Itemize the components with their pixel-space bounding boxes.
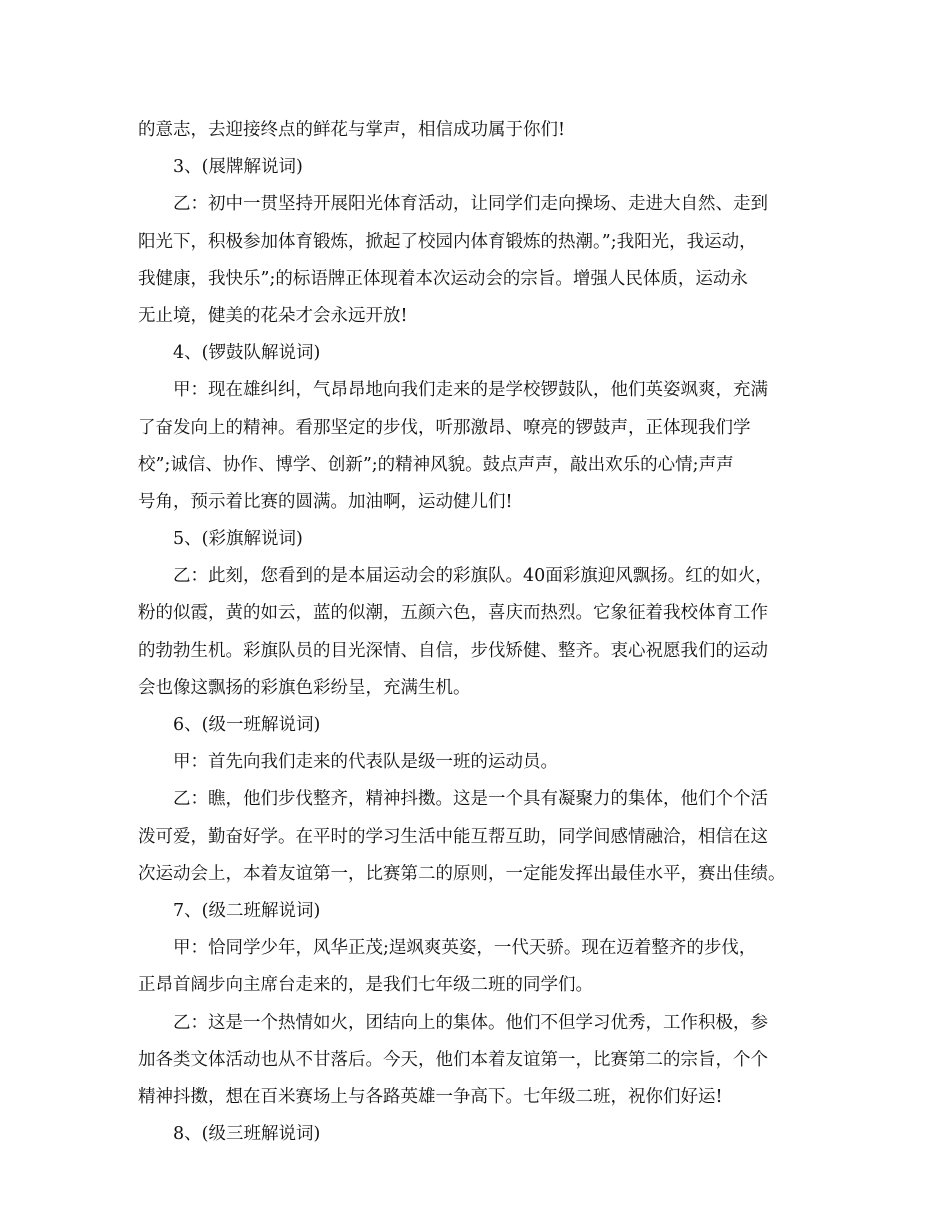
text-line: 加各类文体活动也从不甘落后。今天，他们本着友谊第一，比赛第二的宗旨，个个	[138, 1049, 768, 1070]
text-line: 甲：恰同学少年，风华正茂;逞飒爽英姿，一代天骄。现在迈着整齐的步伐，	[173, 938, 757, 959]
text-line: 乙：初中一贯坚持开展阳光体育活动，让同学们走向操场、走进大自然、走到	[173, 194, 768, 215]
text-line: 了奋发向上的精神。看那坚定的步伐，听那激昂、嘹亮的锣鼓声，正体现我们学	[138, 417, 751, 438]
section-heading: 5、(彩旗解说词)	[173, 529, 303, 550]
text-line: 号角，预示着比赛的圆满。加油啊，运动健儿们!	[138, 491, 513, 512]
text-line: 乙：此刻，您看到的是本届运动会的彩旗队。40面彩旗迎风飘扬。红的如火，	[173, 566, 773, 587]
text-line: 甲：首先向我们走来的代表队是级一班的运动员。	[173, 752, 558, 773]
section-heading: 6、(级一班解说词)	[173, 715, 321, 735]
text-line: 无止境，健美的花朵才会永远开放!	[138, 305, 408, 326]
section-heading: 8、(级三班解说词)	[173, 1124, 321, 1145]
text-line: 乙：这是一个热情如火，团结向上的集体。他们不但学习优秀，工作积极，参	[173, 1012, 768, 1033]
section-heading: 7、(级二班解说词)	[173, 900, 321, 921]
text-line: 校”;诚信、协作、博学、创新”;的精神风貌。鼓点声声，敲出欢乐的心情;声声	[138, 454, 734, 475]
document-body	[138, 112, 828, 1153]
text-line: 阳光下，积极参加体育锻炼，掀起了校园内体育锻炼的热潮。”;我阳光，我运动，	[138, 231, 757, 252]
text-line: 粉的似霞，黄的如云，蓝的似潮，五颜六色，喜庆而热烈。它象征着我校体育工作	[138, 603, 768, 624]
section-heading: 3、(展牌解说词)	[173, 157, 303, 178]
text-line: 乙：瞧，他们步伐整齐，精神抖擞。这是一个具有凝聚力的集体，他们个个活	[173, 789, 768, 810]
text-line: 泼可爱，勤奋好学。在平时的学习生活中能互帮互助，同学间感情融洽，相信在这	[138, 826, 768, 847]
text-line: 精神抖擞，想在百米赛场上与各路英雄一争高下。七年级二班，祝你们好运!	[138, 1086, 723, 1107]
text-line: 的勃勃生机。彩旗队员的目光深情、自信，步伐矫健、整齐。衷心祝愿我们的运动	[138, 640, 768, 661]
text-line: 甲：现在雄纠纠，气昂昂地向我们走来的是学校锣鼓队，他们英姿飒爽，充满	[173, 380, 768, 401]
text-line: 的意志，去迎接终点的鲜花与掌声，相信成功属于你们!	[138, 120, 566, 140]
section-heading: 4、(锣鼓队解说词)	[173, 343, 321, 364]
text-line: 正昂首阔步向主席台走来的，是我们七年级二班的同学们。	[138, 975, 593, 996]
text-line: 会也像这飘扬的彩旗色彩纷呈，充满生机。	[138, 677, 471, 698]
text-line: 我健康，我快乐”;的标语牌正体现着本次运动会的宗旨。增强人民体质，运动永	[138, 268, 748, 289]
text-line: 次运动会上，本着友谊第一，比赛第二的原则，一定能发挥出最佳水平，赛出佳绩。	[138, 863, 786, 884]
